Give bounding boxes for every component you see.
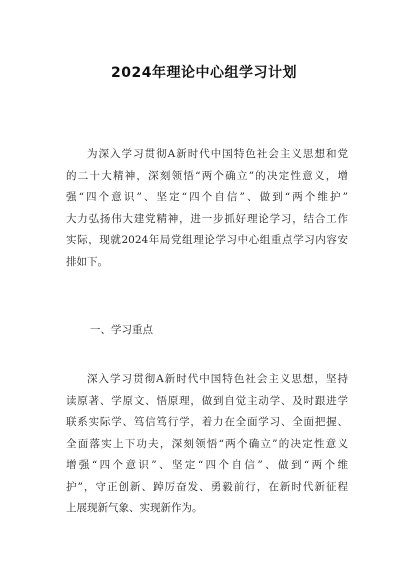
- intro-line: 排如下。: [66, 255, 108, 268]
- section1-line: 上展现新气象、实现新作为。: [66, 502, 203, 514]
- section1-line: 读原著、学原文、悟原理，做到自觉主动学、及时跟进学: [66, 394, 348, 407]
- section1-line: 增强“四个意识”、坚定“四个自信”、做到“两个维: [66, 459, 348, 471]
- section1-line: 护”，守正创新、踔厉奋发、勇毅前行，在新时代新征程: [66, 480, 348, 493]
- intro-line: 为深入学习贯彻A新时代中国特色社会主义思想和党: [87, 148, 348, 160]
- section1-line: 深入学习贯彻A新时代中国特色社会主义思想，坚持: [87, 373, 348, 385]
- section1-line: 联系实际学、笃信笃行学，着力在全面学习、全面把握、: [66, 416, 348, 428]
- document-title: 2024年理论中心组学习计划: [111, 65, 297, 81]
- intro-line: 实际，现就2024年局党组理论学习中心组重点学习内容安: [66, 234, 348, 246]
- section-heading: 一、学习重点: [90, 324, 153, 336]
- intro-line: 的二十大精神，深刻领悟“两个确立”的决定性意义，增: [66, 169, 348, 182]
- intro-line: 大力弘扬伟大建党精神，进一步抓好理论学习，结合工作: [66, 212, 348, 225]
- section1-line: 全面落实上下功夫，深刻领悟“两个确立”的决定性意义: [66, 437, 348, 450]
- intro-paragraph: [66, 144, 348, 273]
- section1-paragraph: [66, 369, 348, 520]
- intro-line: 强“四个意识”、坚定“四个自信”、做到“两个维护”: [66, 191, 348, 203]
